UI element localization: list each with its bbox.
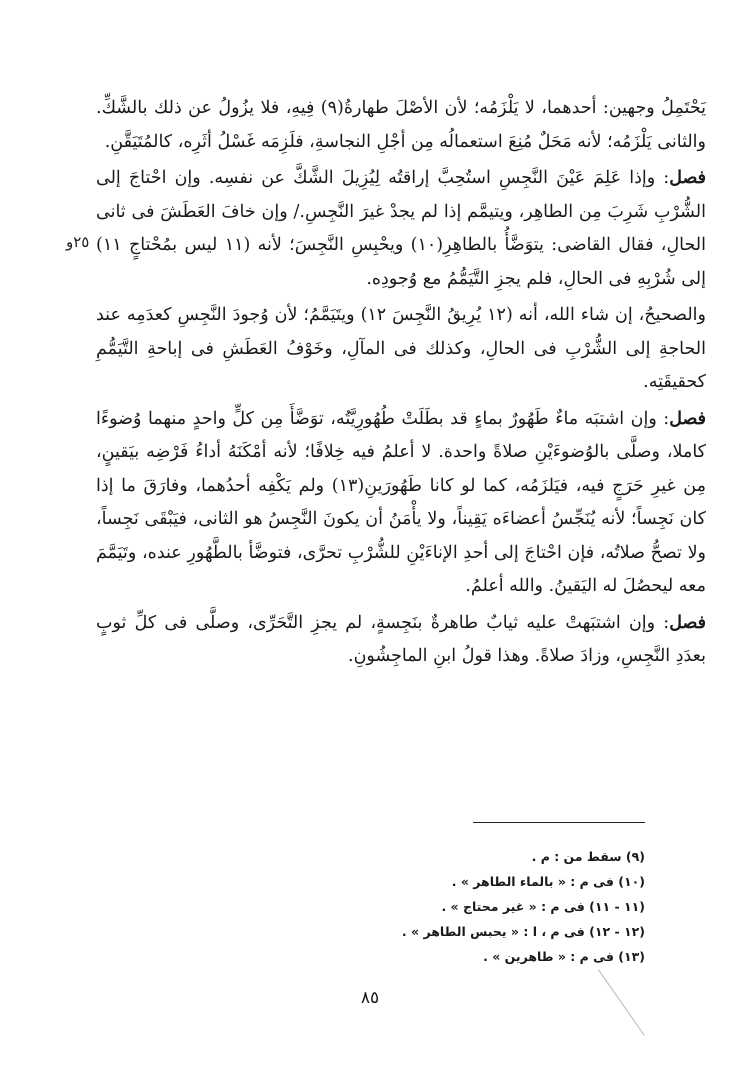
paragraph-text: يَحْتَمِلُ وجهين: أحدهما، لا يَلْزَمُه؛ لأن الأصْلَ طهارةُ(٩) فِيهِ، فلا يزُولُ عن ذلك بالشَّكِّ. والثانى يَلْزَمُه؛ لأنه مَحَلٌ مُنِعَ استعمالُه مِن أجْلِ النجاسةِ، فلَزِمَه غَسْلُ أثَرِه، كالمُتَيَقَّنِ. xyxy=(96,98,706,152)
main-text xyxy=(96,92,706,677)
page-number: ٨٥ xyxy=(360,988,380,1008)
paragraph-text: والصحيحُ، إن شاء الله، أنه (١٢ يُرِيقُ النَّجِسَ ١٢) ويتَيَمَّمُ؛ لأن وُجودَ النَّجِسِ كعدَمِه عند الحاجةِ إلى الشُّرْبِ فى الحالِ، وكذلك فى المآلِ، وخَوْفُ العَطَشِ فى إباحةِ التَّيَمُّمِ كحقيقَتِه. xyxy=(96,305,706,392)
footnote: (١١ - ١١) فى م : « غير محتاج » . xyxy=(441,899,645,914)
paragraph-text: : وإن اشتبَهتْ عليه ثيابٌ طاهرةٌ بنَجِسةٍ، لم يجزِ التَّحَرِّى، وصلَّى فى كلِّ ثوبٍ بعدَدِ النَّجِسِ، وزادَ صلاةً. وهذا قولُ ابنِ الماجِشُونِ. xyxy=(96,612,706,666)
footnote: (١٣) فى م : « طاهرين » . xyxy=(483,949,645,964)
footnote: (١٢ - ١٢) فى م ، ا : « يحبس الطاهر » . xyxy=(401,924,645,939)
paragraph-1 xyxy=(96,92,706,159)
paragraph-4 xyxy=(96,403,706,604)
footnote: (١٠) فى م : « بالماء الطاهر » . xyxy=(451,874,645,889)
section-heading: فصل xyxy=(669,408,706,429)
folio-margin-note: ٢٥و xyxy=(66,233,90,251)
footnote-divider xyxy=(473,822,645,823)
section-heading: فصل xyxy=(669,612,706,633)
paragraph-3 xyxy=(96,299,706,400)
footnotes xyxy=(300,844,645,969)
paragraph-text: : وإن اشتبَه ماءٌ طَهُورٌ بماءٍ قد بطَلَتْ طُهُورِيَّتُه، توَضَّأَ مِن كلٍّ واحدٍ منهما وُضوءًا كاملا، وصلَّى بالوُضوءَيْنِ صلاةً واحدة. لا أعلمُ فيه خِلافًا؛ لأنه أمْكَنَهُ أداءُ فَرْضِه بيَقينٍ، مِن غيرِ حَرَجٍ فيه، فيَلزَمُه، كما لو كانا طَهُورَينِ(١٣) ولم يَكْفِه أحدُهما، وفارَقَ ما إذا كان نَجِساً؛ لأنه يُنَجِّسُ أعضاءَه يَقِيناً، ولا يأْمَنُ أن يكونَ النَّجِسُ هو الثانى، فيَبْقَى نَجِساً، ولا تصحُّ صلاتُه، فإن احْتاجَ إلى أحدِ الإناءَيْنِ للشُّرْبِ تحرَّى، فتوضَّأ بالطَّهُورِ عنده، وتَيَمَّمَ معه ليحصُلَ له اليَقينُ. والله أعلمُ. xyxy=(96,408,706,596)
footnote: (٩) سقط من : م . xyxy=(531,849,645,864)
paragraph-5 xyxy=(96,607,706,674)
paragraph-text: : وإذا عَلِمَ عَيْنَ النَّجِسِ استُحِبَّ إراقتُه لِيُزِيلَ الشَّكَّ عن نفسِه. وإن احْتاجَ إلى الشُّرْبِ شَرِبَ مِن الطاهِر، ويتيمَّم إذا لم يجدْ غيرَ النَّجِسِ./ وإن خافَ العَطَشَ فى ثانى الحالِ، فقال القاضى: يتوَضَّأُ بالطاهِرِ(١٠) ويحْبِسِ النَّجِسَ؛ لأنه (١١ ليس بمُحْتاجٍ ١١) إلى شُرْبِهِ فى الحالِ، فلم يجزِ التَّيَمُّمُ مع وُجودِه. xyxy=(96,168,706,289)
scan-artifact-line xyxy=(598,969,645,1035)
paragraph-2 xyxy=(96,162,706,296)
section-heading: فصل xyxy=(669,168,706,188)
